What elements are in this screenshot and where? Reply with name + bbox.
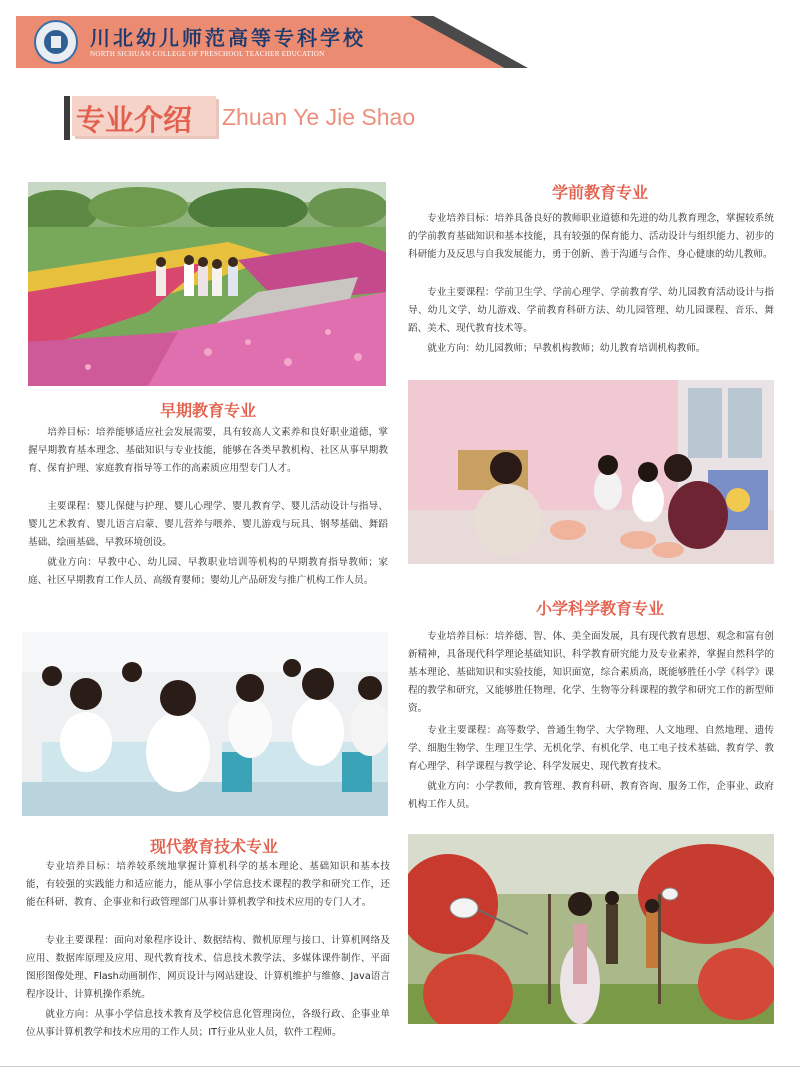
school-logo: [34, 20, 78, 64]
page-title-cn: 专业介绍: [76, 103, 193, 137]
school-name-en: NORTH SICHUAN COLLEGE OF PRESCHOOL TEACHER EDUCATION: [90, 50, 325, 58]
photo-flower-garden: [28, 182, 386, 386]
science-goal-text: 专业培养目标：培养德、智、体、美全面发展，具有现代教育思想、观念和富有创新精神，具备现代科学理论基础知识、科学教育研究能力及专业素养，掌握自然科学的基本理论、基础知识和实验技能，知识面宽，综合素质高，既能够胜任小学《科学》课程的教学和研究，又能够胜任物理、化学、生物等分科课程的教学和研究工作的新型师资。: [408, 631, 774, 714]
preschool-goal-text: 专业培养目标：培养具备良好的教师职业道德和先进的幼儿教育理念，掌握较系统的学前教育基础知识和基本技能，具有较强的保育能力、活动设计与组织能力、初步的科研能力及反思与自我发展能力，勇于创新、善于沟通与合作、身心健康的幼儿教师。: [408, 213, 774, 260]
preschool-career-text: 就业方向：幼儿园教师；早教机构教师；幼儿教育培训机构教师。: [427, 343, 706, 354]
tech-career-text: 就业方向：从事小学信息技术教育及学校信息化管理岗位，各级行政、企事业单位从事计算机教学和技术应用的工作人员；IT行业从业人员，软件工程师。: [26, 1009, 390, 1038]
section-title-early-education: 早期教育专业: [159, 401, 256, 420]
early-career-text: 就业方向：早教中心、幼儿园、早教职业培训等机构的早期教育指导教师；家庭、社区早期教育工作人员、高级育婴师；婴幼儿产品研发与推广机构工作人员。: [28, 557, 388, 586]
photo-students-classroom: [22, 632, 388, 816]
section-title-science-education: 小学科学教育专业: [535, 599, 664, 618]
bottom-divider: [0, 1066, 800, 1067]
photo-blossom-trees: [408, 834, 774, 1024]
tech-courses-text: 专业主要课程：面向对象程序设计、数据结构、微机原理与接口、计算机网络及应用、数据库原理及应用、现代教育技术、信息技术教学法、多媒体课件制作、平面图形图像处理、Flash动画制作、网页设计与网站建设、计算机维护与维修、Java语言程序设计、计算机操作系统。: [26, 935, 390, 1000]
preschool-courses-text: 专业主要课程：学前卫生学、学前心理学、学前教育学、幼儿园教育活动设计与指导、幼儿文学、幼儿游戏、学前教育科研方法、幼儿园管理、幼儿园课程、音乐、舞蹈、美术、现代教育技术等。: [408, 287, 774, 334]
section-title-edu-technology: 现代教育技术专业: [149, 837, 278, 856]
early-courses-text: 主要课程：婴儿保健与护理、婴儿心理学、婴儿教育学、婴儿活动设计与指导、婴儿艺术教育、婴儿语言启蒙、婴儿营养与喂养、婴儿游戏与玩具、钢琴基础、舞蹈基础、绘画基础、早教环境创设。: [28, 501, 388, 548]
photo-childcare-classroom: [408, 380, 774, 564]
science-courses-text: 专业主要课程：高等数学、普通生物学、大学物理、人文地理、自然地理、遗传学、细胞生物学、生理卫生学、无机化学、有机化学、电工电子技术基础、教育学、教育心理学、科学课程与教学论、科学发展史、现代教育技术。: [408, 725, 774, 772]
title-accent-bar: [64, 96, 70, 140]
page-title-en: Zhuan Ye Jie Shao: [222, 104, 416, 130]
science-career-text: 就业方向：小学教师，教育管理、教育科研、教育咨询、服务工作，企事业、政府机构工作人员。: [408, 781, 774, 810]
school-name-cn: 川北幼儿师范高等专科学校: [90, 26, 366, 50]
early-goal-text: 培养目标：培养能够适应社会发展需要，具有较高人文素养和良好职业道德，掌握早期教育基本理念、基础知识与专业技能，能够在各类早教机构、社区从事早期教育、保育护理、家庭教育指导等工作的高素质应用型专门人才。: [28, 427, 388, 474]
section-title-preschool: 学前教育专业: [551, 183, 648, 202]
tech-goal-text: 专业培养目标：培养较系统地掌握计算机科学的基本理论、基础知识和基本技能，有较强的实践能力和适应能力，能从事小学信息技术课程的教学和研究工作，还能在科研、教育、企事业和行政管理部门从事计算机教学和技术应用的专门人才。: [26, 861, 390, 908]
